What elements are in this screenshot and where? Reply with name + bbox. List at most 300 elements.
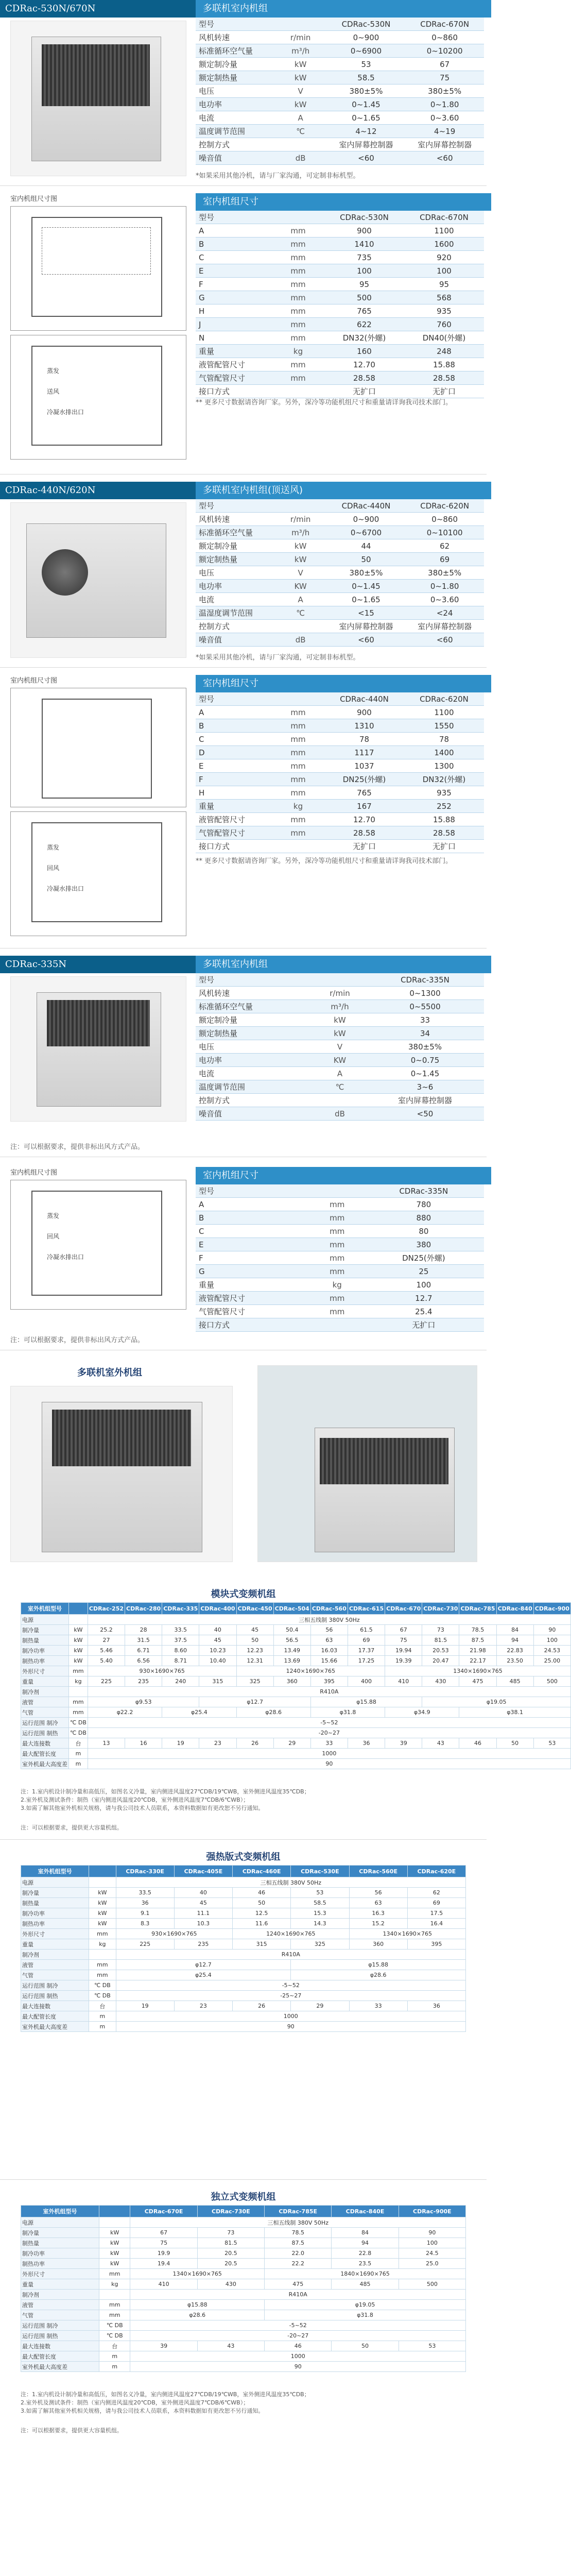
cell-value: 58.5: [291, 1898, 349, 1908]
spec-value: 15.88: [404, 813, 484, 826]
spec-title-530-670: 多联机室内机组: [196, 0, 491, 18]
spec-value: 0~1.45: [327, 98, 406, 111]
column-header: CDRac-615: [348, 1603, 385, 1615]
spec-label: 电功率: [196, 98, 274, 111]
drawing-title-530-670: 室内机组尺寸图: [10, 195, 58, 203]
cell-value: 9.1: [116, 1908, 174, 1919]
spec-label: 型号: [196, 211, 272, 224]
spec-row: [196, 224, 484, 238]
label-return: 回风: [47, 1233, 60, 1240]
cell-value: 20.5: [197, 2248, 264, 2259]
spec-unit: dB: [274, 151, 327, 165]
spec-unit: dB: [314, 1107, 366, 1121]
spec-row: [196, 345, 484, 358]
cell-value: 56.5: [273, 1635, 310, 1646]
cell-value: 1000: [116, 2011, 465, 2022]
spec-value: 室内屏幕控制器: [366, 1094, 484, 1107]
spec-value: 1117: [324, 746, 404, 759]
cell-value: 930×1690×765: [88, 1666, 236, 1676]
row-label: 最大连接数: [21, 2341, 99, 2351]
dim-note-530-670: ** 更多尺寸数据请咨询厂家。另外，深冷等功能机组尺寸和重量请详询我司技术部门。: [196, 399, 453, 406]
spec-value: 78: [404, 733, 484, 746]
table-row: [21, 1728, 571, 1738]
cell-value: 40: [199, 1625, 236, 1635]
row-unit: kW: [69, 1635, 88, 1646]
row-unit: ℃ DB: [89, 1991, 116, 2001]
table-row: [21, 2269, 466, 2279]
spec-unit: mm: [272, 291, 324, 304]
model-title-335: CDRac-335N: [0, 956, 196, 973]
row-label: 最大连接数: [21, 1738, 69, 1749]
spec-unit: mm: [272, 773, 324, 786]
cell-value: 1340×1690×765: [130, 2269, 265, 2279]
cell-value: 19.94: [385, 1646, 422, 1656]
spec-value: CDRac-335N: [364, 1184, 484, 1198]
spec-value: 95: [404, 278, 484, 291]
spec-label: 标准循环空气量: [196, 526, 274, 539]
spec-unit: ℃: [314, 1080, 366, 1094]
spec-unit: mm: [311, 1292, 364, 1305]
spec-unit: kW: [274, 98, 327, 111]
spec-row: [196, 238, 484, 251]
cell-value: 17.25: [348, 1656, 385, 1666]
cell-value: φ34.9: [385, 1707, 459, 1718]
cell-value: 17.5: [407, 1908, 465, 1919]
column-header: CDRac-840E: [332, 2206, 399, 2217]
column-header: CDRac-460E: [233, 1866, 291, 1877]
cell-value: 45: [174, 1898, 232, 1908]
column-header: CDRac-504: [273, 1603, 310, 1615]
spec-value: 34: [366, 1027, 484, 1040]
spec-title-440-620: 多联机室内机组(顶送风): [196, 482, 491, 499]
cell-value: φ28.6: [291, 1970, 466, 1980]
cell-value: 50: [496, 1738, 533, 1749]
side-outline: [31, 1191, 162, 1296]
row-unit: [99, 2217, 130, 2228]
spec-value: 15.88: [404, 358, 484, 371]
cell-value: 36: [116, 1898, 174, 1908]
cell-value: -5~52: [116, 1980, 465, 1991]
spec-value: 1550: [404, 719, 484, 733]
cell-value: 45: [236, 1625, 273, 1635]
cell-value: 23.5: [332, 2259, 399, 2269]
note-line: 3.如需了解其他室外机相关规格，请与我公司技术人员联系，本资料数据如有更改恕不另行通知。: [21, 1805, 264, 1811]
table-row: [21, 2310, 466, 2320]
row-label: 制冷量: [21, 1625, 69, 1635]
spec-unit: [314, 973, 366, 987]
spec-unit: [272, 692, 324, 706]
cell-value: 90: [88, 1759, 570, 1769]
spec-unit: mm: [272, 224, 324, 238]
spec-row: [196, 111, 484, 125]
row-label: 最大配管长度: [21, 1749, 69, 1759]
spec-label: 气管配管尺寸: [196, 371, 272, 385]
spec-label: 接口方式: [196, 1318, 311, 1332]
row-unit: [99, 2290, 130, 2300]
cell-value: 75: [385, 1635, 422, 1646]
table-row: [21, 2300, 466, 2310]
spec-value: 0~1.65: [327, 593, 406, 606]
spec-row: [196, 278, 484, 291]
spec-value: 3~6: [366, 1080, 484, 1094]
spec-row: [196, 264, 484, 278]
spec-label: 接口方式: [196, 385, 272, 398]
spec-row: [196, 773, 484, 786]
spec-label: E: [196, 1238, 311, 1251]
cell-value: 395: [407, 1939, 465, 1950]
cell-value: 90: [533, 1625, 570, 1635]
spec-unit: mm: [272, 733, 324, 746]
cell-value: 1240×1690×765: [233, 1929, 349, 1939]
spec-value: 252: [404, 800, 484, 813]
spec-value: <15: [327, 606, 406, 620]
cell-value: 75: [130, 2238, 197, 2248]
note-line: 2.室外机及测试条件：制热（室内侧进风温度20℃DB，室外侧进风温度7℃DB/6℃WB）；: [21, 2399, 249, 2406]
spec-unit: mm: [272, 813, 324, 826]
outdoor-unit-photo: [10, 1386, 233, 1562]
spec-label: 电压: [196, 1040, 314, 1054]
table-row: [21, 2228, 466, 2238]
row-unit: kg: [69, 1676, 88, 1687]
front-opening: [42, 227, 151, 275]
spec-value: 室内屏幕控制器: [405, 620, 484, 633]
spec-value: 622: [324, 318, 404, 331]
cell-value: 33.5: [162, 1625, 199, 1635]
spec-value: 380±5%: [327, 84, 406, 98]
table-row: [21, 1877, 466, 1888]
table-row: [21, 1749, 571, 1759]
spec-unit: mm: [272, 759, 324, 773]
spec-row: [196, 826, 484, 840]
spec-row: [196, 1107, 484, 1121]
spec-value: 100: [324, 264, 404, 278]
row-label: 制热量: [21, 1898, 89, 1908]
spec-row: [196, 719, 484, 733]
cell-value: 26: [233, 2001, 291, 2011]
cell-value: φ38.1: [459, 1707, 570, 1718]
spec-value: 780: [364, 1198, 484, 1211]
table-row: [21, 2320, 466, 2331]
row-unit: kW: [99, 2228, 130, 2238]
drawing-title-440-620: 室内机组尺寸图: [10, 677, 58, 685]
spec-value: 78: [324, 733, 404, 746]
spec-label: H: [196, 304, 272, 318]
cell-value: 45: [199, 1635, 236, 1646]
indoor-unit-photo-top: [10, 502, 186, 658]
spec-unit: [274, 18, 327, 31]
spec-unit: m³/h: [274, 44, 327, 58]
spec-row: [196, 759, 484, 773]
spec-label: 电功率: [196, 1054, 314, 1067]
spec-unit: r/min: [274, 513, 327, 526]
cell-value: 360: [349, 1939, 407, 1950]
spec-label: 重量: [196, 345, 272, 358]
spec-value: 12.70: [324, 813, 404, 826]
spec-unit: mm: [272, 746, 324, 759]
spec-value: 935: [404, 786, 484, 800]
table-row: [21, 1991, 466, 2001]
spec-label: 气管配管尺寸: [196, 826, 272, 840]
spec-value: CDRac-530N: [324, 211, 404, 224]
spec-value: 735: [324, 251, 404, 264]
spec-label: 额定制热量: [196, 71, 274, 84]
spec-label: 风机转速: [196, 513, 274, 526]
spec-label: B: [196, 719, 272, 733]
spec-row: [196, 151, 484, 165]
cell-value: 24.5: [399, 2248, 465, 2259]
spec-value: CDRac-670N: [405, 18, 484, 31]
row-unit: [69, 1687, 88, 1697]
cell-value: 225: [88, 1676, 125, 1687]
spec-label: 型号: [196, 1184, 311, 1198]
t3-title: 独立式变频机组: [211, 2192, 276, 2202]
cell-value: φ22.2: [88, 1707, 162, 1718]
cell-value: 56: [349, 1888, 407, 1898]
table-row: [21, 1687, 571, 1697]
column-header: 室外机组型号: [21, 1866, 89, 1877]
cell-value: 930×1690×765: [116, 1929, 232, 1939]
table-row: [21, 2011, 466, 2022]
cell-value: 56: [310, 1625, 348, 1635]
cell-value: 33: [349, 2001, 407, 2011]
cell-value: 16.03: [310, 1646, 348, 1656]
cell-value: 67: [130, 2228, 197, 2238]
column-header: CDRac-840: [496, 1603, 533, 1615]
spec-label: 额定制热量: [196, 553, 274, 566]
spec-value: 无扩口: [404, 840, 484, 853]
cell-value: 22.17: [459, 1656, 496, 1666]
cell-value: 69: [407, 1898, 465, 1908]
spec-value: 4~12: [327, 125, 406, 138]
spec-value: 1310: [324, 719, 404, 733]
spec-label: E: [196, 264, 272, 278]
spec-row: [196, 786, 484, 800]
cell-value: φ28.6: [130, 2310, 265, 2320]
cell-value: 69: [348, 1635, 385, 1646]
row-label: 运行范围 制冷: [21, 2320, 99, 2331]
spec-label: 电流: [196, 111, 274, 125]
cell-value: 63: [349, 1898, 407, 1908]
spec-value: 53: [327, 58, 406, 71]
row-unit: [69, 1615, 88, 1625]
spec-unit: mm: [311, 1198, 364, 1211]
spec-value: 0~5500: [366, 1000, 484, 1013]
spec-value: <60: [327, 633, 406, 647]
cell-value: 485: [496, 1676, 533, 1687]
spec-row: [196, 800, 484, 813]
spec-value: 0~1.80: [405, 98, 484, 111]
table-row: [21, 1929, 466, 1939]
unit-grille: [42, 44, 150, 106]
drawing-title-335: 室内机组尺寸图: [10, 1169, 58, 1177]
spec-value: 80: [364, 1225, 484, 1238]
cell-value: 26: [236, 1738, 273, 1749]
cell-value: 78.5: [459, 1625, 496, 1635]
spec-value: 无扩口: [404, 385, 484, 398]
column-header: CDRac-900E: [399, 2206, 465, 2217]
spec-row: [196, 138, 484, 151]
table-row: [21, 2022, 466, 2032]
spec-label: 液管配管尺寸: [196, 813, 272, 826]
cell-value: 16.4: [407, 1919, 465, 1929]
note-335: 注：可以根据要求，提供非标出风方式产品。: [10, 1143, 145, 1151]
cell-value: 100: [399, 2238, 465, 2248]
row-unit: m: [89, 2011, 116, 2022]
spec-value: 0~900: [327, 31, 406, 44]
cell-value: 53: [533, 1738, 570, 1749]
spec-value: DN25(外螺): [364, 1251, 484, 1265]
spec-unit: kW: [274, 539, 327, 553]
spec-row: [196, 1292, 484, 1305]
cell-value: φ25.4: [116, 1970, 291, 1980]
dim-spec-title-335: 室内机组尺寸: [196, 1167, 491, 1184]
spec-value: 28.58: [324, 371, 404, 385]
spec-label: 型号: [196, 18, 274, 31]
column-header: [69, 1603, 88, 1615]
cell-value: φ15.88: [291, 1960, 466, 1970]
row-unit: ℃ DB: [89, 1980, 116, 1991]
spec-row: [196, 1184, 484, 1198]
spec-value: 62: [405, 539, 484, 553]
column-header: CDRac-785E: [265, 2206, 332, 2217]
label-evap: 蒸发: [47, 367, 60, 375]
spec-row: [196, 973, 484, 987]
spec-unit: [272, 385, 324, 398]
spec-row: [196, 987, 484, 1000]
cell-value: 22.2: [265, 2259, 332, 2269]
table-row: [21, 1950, 466, 1960]
spec-value: CDRac-530N: [327, 18, 406, 31]
spec-value: 765: [324, 786, 404, 800]
table-row: [21, 1919, 466, 1929]
spec-row: [196, 733, 484, 746]
row-label: 外形尺寸: [21, 1666, 69, 1676]
spec-row: [196, 1013, 484, 1027]
spec-value: 室内屏幕控制器: [405, 138, 484, 151]
spec-value: DN40(外螺): [404, 331, 484, 345]
spec-row: [196, 1067, 484, 1080]
column-header: CDRac-530E: [291, 1866, 349, 1877]
spec-label: A: [196, 1198, 311, 1211]
spec-value: 1100: [404, 224, 484, 238]
side-outline: [31, 822, 162, 922]
cell-value: 19: [116, 2001, 174, 2011]
spec-row: [196, 58, 484, 71]
spec-value: 67: [405, 58, 484, 71]
cell-value: 395: [310, 1676, 348, 1687]
cell-value: 90: [130, 2362, 466, 2372]
column-header: 室外机组型号: [21, 1603, 69, 1615]
dimension-drawing-335: [10, 1180, 186, 1310]
row-label: 运行范围 制热: [21, 2331, 99, 2341]
spec-unit: dB: [274, 633, 327, 647]
spec-value: 1600: [404, 238, 484, 251]
column-header: CDRac-560E: [349, 1866, 407, 1877]
cell-value: 15.66: [310, 1656, 348, 1666]
cell-value: 61.5: [348, 1625, 385, 1635]
cell-value: 63: [310, 1635, 348, 1646]
spec-value: 75: [405, 71, 484, 84]
label-evap: 蒸发: [47, 844, 60, 851]
table-row: [21, 1970, 466, 1980]
cell-value: 225: [116, 1939, 174, 1950]
row-unit: kg: [89, 1939, 116, 1950]
cell-value: 475: [265, 2279, 332, 2290]
cell-value: φ28.6: [236, 1707, 310, 1718]
cell-value: 10.3: [174, 1919, 232, 1929]
spec-row: [196, 98, 484, 111]
cell-value: -20~27: [130, 2331, 466, 2341]
spec-row: [196, 291, 484, 304]
row-label: 室外机最大高度差: [21, 1759, 69, 1769]
spec-row: [196, 1318, 484, 1332]
cell-value: 360: [273, 1676, 310, 1687]
cell-value: 43: [197, 2341, 264, 2351]
row-label: 电源: [21, 2217, 99, 2228]
spec-value: 25: [364, 1265, 484, 1278]
spec-value: 12.70: [324, 358, 404, 371]
fan-grille: [42, 549, 88, 596]
spec-value: 室内屏幕控制器: [327, 620, 406, 633]
spec-row: [196, 633, 484, 647]
cell-value: R410A: [116, 1950, 465, 1960]
dimension-drawing-side-2: [10, 811, 186, 936]
spec-row: [196, 513, 484, 526]
cell-value: 23.50: [496, 1656, 533, 1666]
table-row: [21, 1738, 571, 1749]
table-header: [21, 1603, 571, 1615]
table-row: [21, 1615, 571, 1625]
spec-unit: kg: [272, 345, 324, 358]
table-row: [21, 1718, 571, 1728]
spec-value: 0~1.65: [327, 111, 406, 125]
spec-value: 380±5%: [405, 84, 484, 98]
spec-label: H: [196, 786, 272, 800]
spec-row: [196, 71, 484, 84]
row-label: 制热功率: [21, 1919, 89, 1929]
dim-spec-title-440-620: 室内机组尺寸: [196, 675, 491, 692]
spec-row: [196, 371, 484, 385]
spec-label: 风机转速: [196, 987, 314, 1000]
cell-value: 235: [174, 1939, 232, 1950]
cell-value: 15.3: [291, 1908, 349, 1919]
spec-label: 标准循环空气量: [196, 44, 274, 58]
table-row: [21, 2331, 466, 2341]
cell-value: 37.5: [162, 1635, 199, 1646]
spec-unit: mm: [272, 331, 324, 345]
spec-row: [196, 1265, 484, 1278]
spec-label: 控制方式: [196, 620, 274, 633]
spec-value: CDRac-440N: [324, 692, 404, 706]
cell-value: 40: [174, 1888, 232, 1898]
cell-value: 6.71: [125, 1646, 162, 1656]
cell-value: 20.5: [197, 2259, 264, 2269]
cell-value: 23: [199, 1738, 236, 1749]
spec-value: 900: [324, 224, 404, 238]
column-header: CDRac-670E: [130, 2206, 197, 2217]
spec-value: <60: [405, 151, 484, 165]
cell-value: 36: [348, 1738, 385, 1749]
model-title-530-670: CDRac-530N/670N: [0, 0, 196, 18]
cell-value: 33.5: [116, 1888, 174, 1898]
spec-row: [196, 331, 484, 345]
cell-value: 8.71: [162, 1656, 199, 1666]
spec-row: [196, 499, 484, 513]
spec-value: 900: [324, 706, 404, 719]
spec-value: 0~1.45: [327, 580, 406, 593]
cell-value: 90: [116, 2022, 465, 2032]
spec-value: CDRac-440N: [327, 499, 406, 513]
